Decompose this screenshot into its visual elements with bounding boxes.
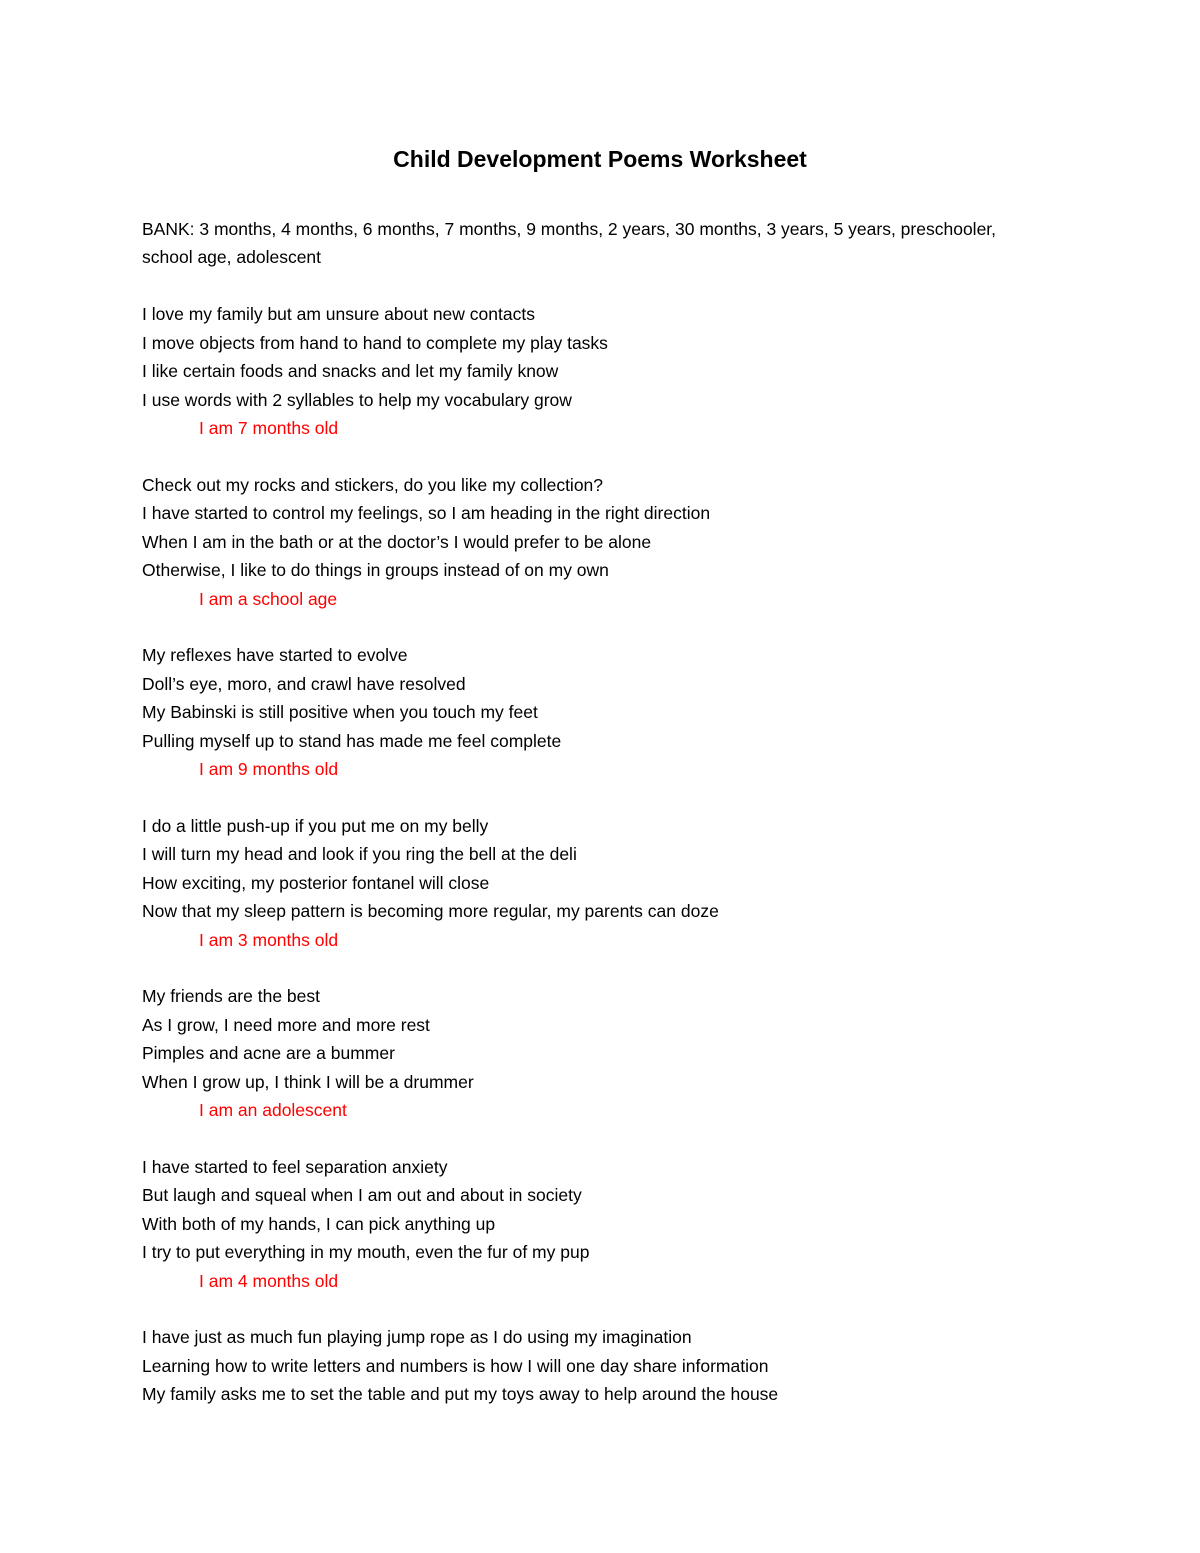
poem-line: I have started to control my feelings, so I am heading in the right direction	[142, 503, 711, 523]
word-bank: BANK: 3 months, 4 months, 6 months, 7 months, 9 months, 2 years, 30 months, 3 years, 5 years, preschooler, school age, adolescent	[142, 219, 997, 267]
poem-line: I have just as much fun playing jump rope as I do using my imagination	[142, 1327, 692, 1347]
poem-answer: I am 9 months old	[199, 759, 339, 779]
poem-line: Otherwise, I like to do things in groups instead of on my own	[142, 560, 609, 580]
poem-answer: I am an adolescent	[199, 1100, 347, 1120]
poem-line: Pimples and acne are a bummer	[142, 1043, 395, 1063]
poem-block	[142, 812, 1102, 955]
poem-line: My family asks me to set the table and put my toys away to help around the house	[142, 1384, 779, 1404]
poem-line: I have started to feel separation anxiety	[142, 1156, 448, 1177]
poem-line: Learning how to write letters and numbers is how I will one day share information	[142, 1355, 769, 1376]
poem-line: Now that my sleep pattern is becoming more regular, my parents can doze	[142, 901, 719, 921]
poem-line: I move objects from hand to hand to complete my play tasks	[142, 332, 608, 353]
poem-answer: I am 3 months old	[199, 929, 339, 950]
poem-line: I try to put everything in my mouth, even the fur of my pup	[142, 1242, 590, 1262]
poem-line: As I grow, I need more and more rest	[142, 1014, 430, 1035]
poem-line: I do a little push-up if you put me on my belly	[142, 815, 489, 836]
poem-line: I love my family but am unsure about new contacts	[142, 304, 535, 324]
poem-line: With both of my hands, I can pick anything up	[142, 1213, 496, 1234]
poem-line: Pulling myself up to stand has made me feel complete	[142, 730, 562, 751]
poem-block	[142, 1153, 1102, 1296]
poem-line: I will turn my head and look if you ring the bell at the deli	[142, 844, 577, 864]
poem-line: How exciting, my posterior fontanel will close	[142, 872, 490, 893]
poem-block	[142, 1323, 1102, 1409]
poem-block	[142, 641, 1102, 784]
poem-answer: I am 7 months old	[199, 418, 339, 438]
poem-line: Doll’s eye, moro, and crawl have resolved	[142, 673, 466, 694]
poem-line: My Babinski is still positive when you touch my feet	[142, 702, 538, 722]
poem-line: My friends are the best	[142, 986, 320, 1006]
poem-line: When I grow up, I think I will be a drummer	[142, 1071, 474, 1092]
poem-block	[142, 471, 1102, 614]
poem-line: But laugh and squeal when I am out and about in society	[142, 1185, 582, 1205]
poem-answer: I am 4 months old	[199, 1270, 339, 1291]
poem-block	[142, 300, 1102, 443]
poem-line: When I am in the bath or at the doctor’s I would prefer to be alone	[142, 531, 652, 552]
page-title: Child Development Poems Worksheet	[393, 146, 807, 172]
poem-block	[142, 982, 1102, 1125]
poem-line: I like certain foods and snacks and let my family know	[142, 361, 559, 381]
poem-answer: I am a school age	[199, 588, 338, 609]
poem-line: My reflexes have started to evolve	[142, 645, 408, 665]
poems-container	[142, 300, 1102, 1437]
poem-line: Check out my rocks and stickers, do you like my collection?	[142, 474, 604, 495]
poem-line: I use words with 2 syllables to help my vocabulary grow	[142, 389, 572, 410]
